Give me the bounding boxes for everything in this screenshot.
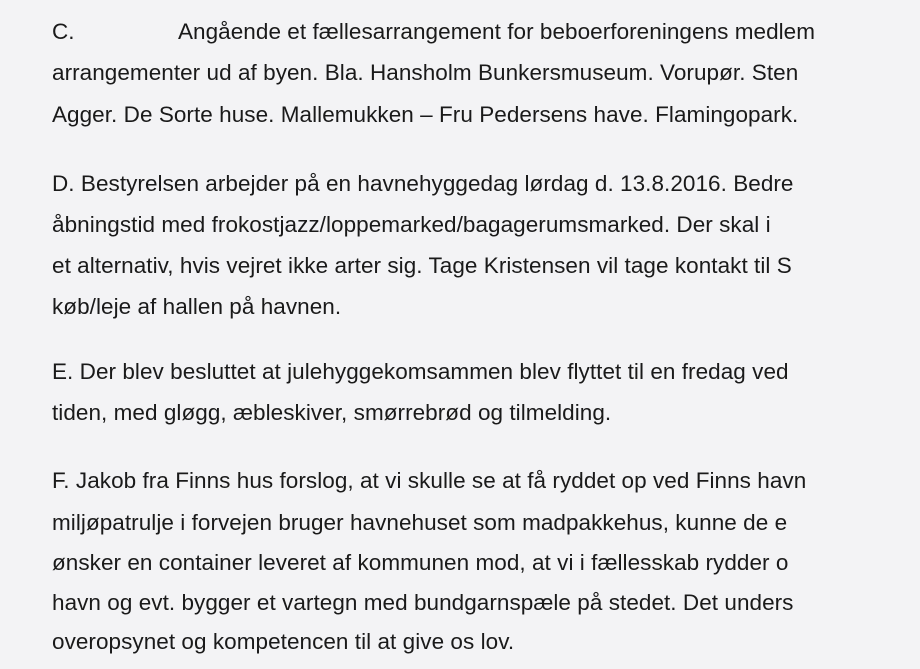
paragraph-e-line-2: tiden, med gløgg, æbleskiver, smørrebrød og tilmelding.	[52, 400, 612, 425]
paragraph-d-line-1: D. Bestyrelsen arbejder på en havnehyggedag lørdag d. 13.8.2016. Bedre	[52, 171, 794, 196]
paragraph-d-line-3: et alternativ, hvis vejret ikke arter sig. Tage Kristensen vil tage kontakt til S	[52, 253, 792, 278]
paragraph-f-line-3: ønsker en container leveret af kommunen mod, at vi i fællesskab rydder o	[52, 550, 789, 575]
paragraph-f-line-4: havn og evt. bygger et vartegn med bundgarnspæle på stedet. Det unders	[52, 590, 794, 615]
paragraph-c-line-3: Agger. De Sorte huse. Mallemukken – Fru Pedersens have. Flamingopark.	[52, 102, 799, 127]
paragraph-c-line-2: arrangementer ud af byen. Bla. Hansholm Bunkersmuseum. Vorupør. Sten	[52, 60, 799, 85]
paragraph-e-line-1: E. Der blev besluttet at julehyggekomsammen blev flyttet til en fredag ved	[52, 359, 789, 384]
paragraph-f-line-2: miljøpatrulje i forvejen bruger havnehuset som madpakkehus, kunne de e	[52, 510, 788, 535]
paragraph-f-line-1: F. Jakob fra Finns hus forslog, at vi skulle se at få ryddet op ved Finns havn	[52, 468, 807, 493]
paragraph-d-line-4: køb/leje af hallen på havnen.	[52, 294, 342, 319]
paragraph-d-line-2: åbningstid med frokostjazz/loppemarked/bagagerumsmarked. Der skal i	[52, 212, 771, 237]
paragraph-c-line-1-text: Angående et fællesarrangement for beboerforeningens medlem	[178, 19, 816, 44]
paragraph-c-line-1	[52, 17, 815, 47]
paragraph-f-line-5: overopsynet og kompetencen til at give os lov.	[52, 629, 515, 654]
paragraph-c-label: C.	[52, 19, 75, 44]
